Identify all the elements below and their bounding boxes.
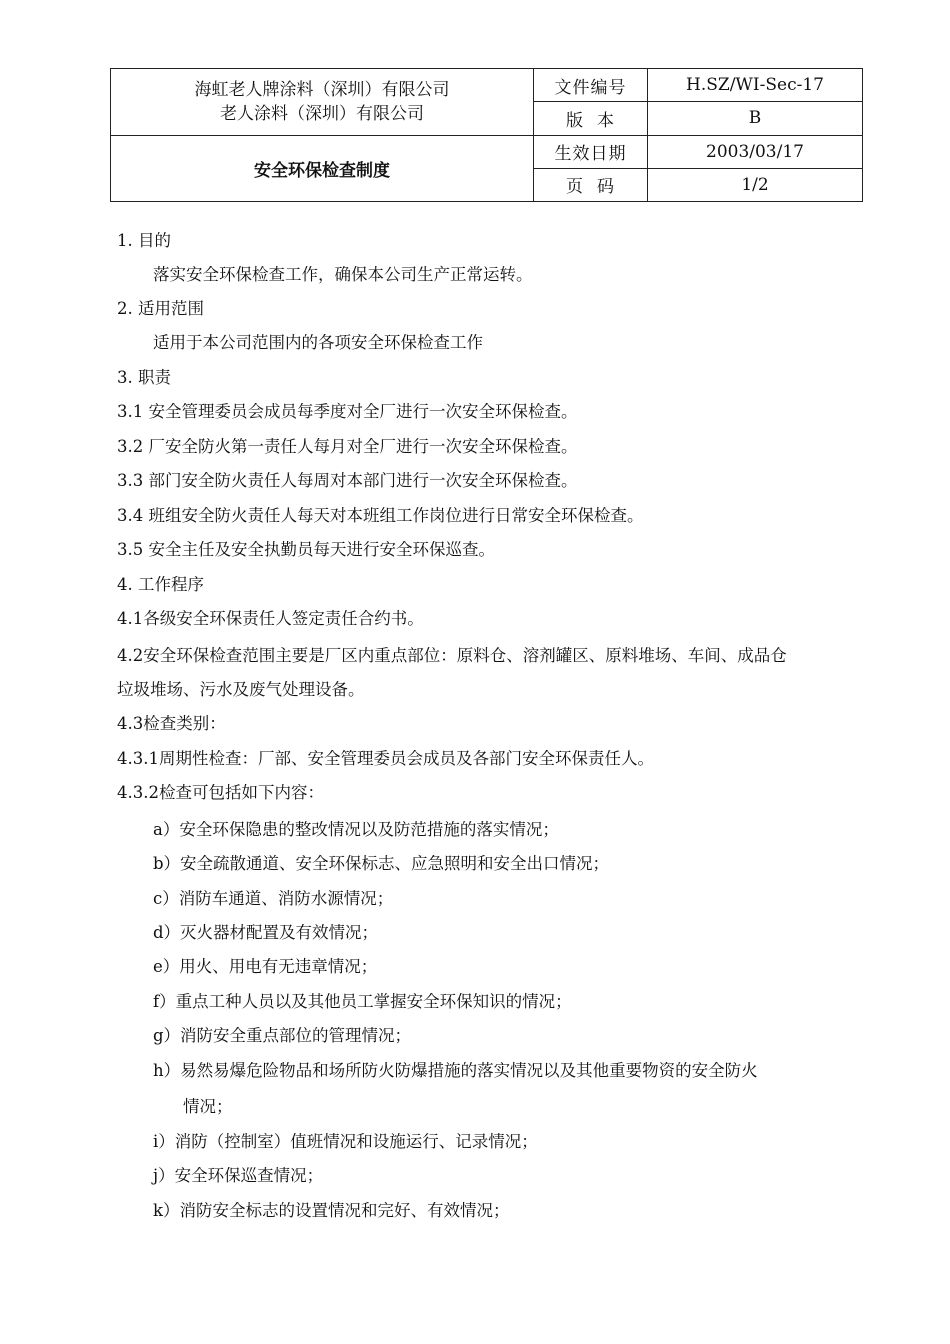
section-4-title: 4. 工作程序 bbox=[117, 575, 204, 594]
page-number-value: 1/2 bbox=[648, 168, 863, 201]
doc-number-label: 文件编号 bbox=[534, 69, 648, 102]
checklist-item-c: c）消防车通道、消防水源情况； bbox=[153, 889, 394, 908]
page-number-label: 页码 bbox=[534, 168, 648, 201]
checklist-item-h: h）易然易爆危险物品和场所防火防爆措施的落实情况以及其他重要物资的安全防火 bbox=[153, 1061, 758, 1080]
effective-date-label: 生效日期 bbox=[534, 135, 648, 168]
checklist-item-e: e）用火、用电有无违章情况； bbox=[153, 957, 378, 976]
company-name-cell bbox=[111, 69, 534, 136]
paragraph-4-1: 4.1各级安全环保责任人签定责任合约书。 bbox=[117, 609, 424, 628]
section-3-item: 3.2 厂安全防火第一责任人每月对全厂进行一次安全环保检查。 bbox=[117, 437, 578, 456]
paragraph-4-2-line1: 4.2安全环保检查范围主要是厂区内重点部位：原料仓、溶剂罐区、原料堆场、车间、成品仓 bbox=[117, 646, 787, 665]
checklist-item-g: g）消防安全重点部位的管理情况； bbox=[153, 1026, 412, 1045]
section-3-item: 3.5 安全主任及安全执勤员每天进行安全环保巡查。 bbox=[117, 540, 495, 559]
paragraph-4-2-line2: 垃圾堆场、污水及废气处理设备。 bbox=[117, 680, 365, 699]
company-name-line1: 海虹老人牌涂料（深圳）有限公司 bbox=[194, 79, 450, 100]
section-1-title: 1. 目的 bbox=[117, 231, 171, 250]
section-3-title: 3. 职责 bbox=[117, 368, 171, 387]
version-value: B bbox=[648, 102, 863, 135]
version-label: 版本 bbox=[534, 102, 648, 135]
checklist-item-a: a）安全环保隐患的整改情况以及防范措施的落实情况； bbox=[153, 820, 559, 839]
company-name-line2: 老人涂料（深圳）有限公司 bbox=[220, 103, 424, 124]
checklist-item-h-continued: 情况； bbox=[183, 1097, 233, 1116]
checklist-item-i: i）消防（控制室）值班情况和设施运行、记录情况； bbox=[153, 1132, 538, 1151]
section-3-item: 3.3 部门安全防火责任人每周对本部门进行一次安全环保检查。 bbox=[117, 471, 578, 490]
document-header-table bbox=[110, 68, 863, 202]
checklist-item-f: f）重点工种人员以及其他员工掌握安全环保知识的情况； bbox=[153, 992, 572, 1011]
effective-date-value: 2003/03/17 bbox=[648, 135, 863, 168]
checklist-item-b: b）安全疏散通道、安全环保标志、应急照明和安全出口情况； bbox=[153, 854, 610, 873]
checklist-item-j: j）安全环保巡查情况； bbox=[153, 1166, 324, 1185]
section-2-title: 2. 适用范围 bbox=[117, 299, 204, 318]
doc-number-value: H.SZ/WI-Sec-17 bbox=[648, 69, 863, 102]
section-1-text: 落实安全环保检查工作，确保本公司生产正常运转。 bbox=[153, 265, 533, 284]
checklist-item-d: d）灭火器材配置及有效情况； bbox=[153, 923, 379, 942]
section-3-item: 3.4 班组安全防火责任人每天对本班组工作岗位进行日常安全环保检查。 bbox=[117, 506, 644, 525]
document-title: 安全环保检查制度 bbox=[111, 135, 534, 202]
paragraph-4-3-1: 4.3.1周期性检查：厂部、安全管理委员会成员及各部门安全环保责任人。 bbox=[117, 749, 654, 768]
paragraph-4-3-2: 4.3.2检查可包括如下内容： bbox=[117, 783, 324, 802]
checklist-item-k: k）消防安全标志的设置情况和完好、有效情况； bbox=[153, 1201, 510, 1220]
paragraph-4-3: 4.3检查类别： bbox=[117, 714, 226, 733]
section-3-item: 3.1 安全管理委员会成员每季度对全厂进行一次安全环保检查。 bbox=[117, 402, 578, 421]
section-2-text: 适用于本公司范围内的各项安全环保检查工作 bbox=[153, 333, 483, 352]
